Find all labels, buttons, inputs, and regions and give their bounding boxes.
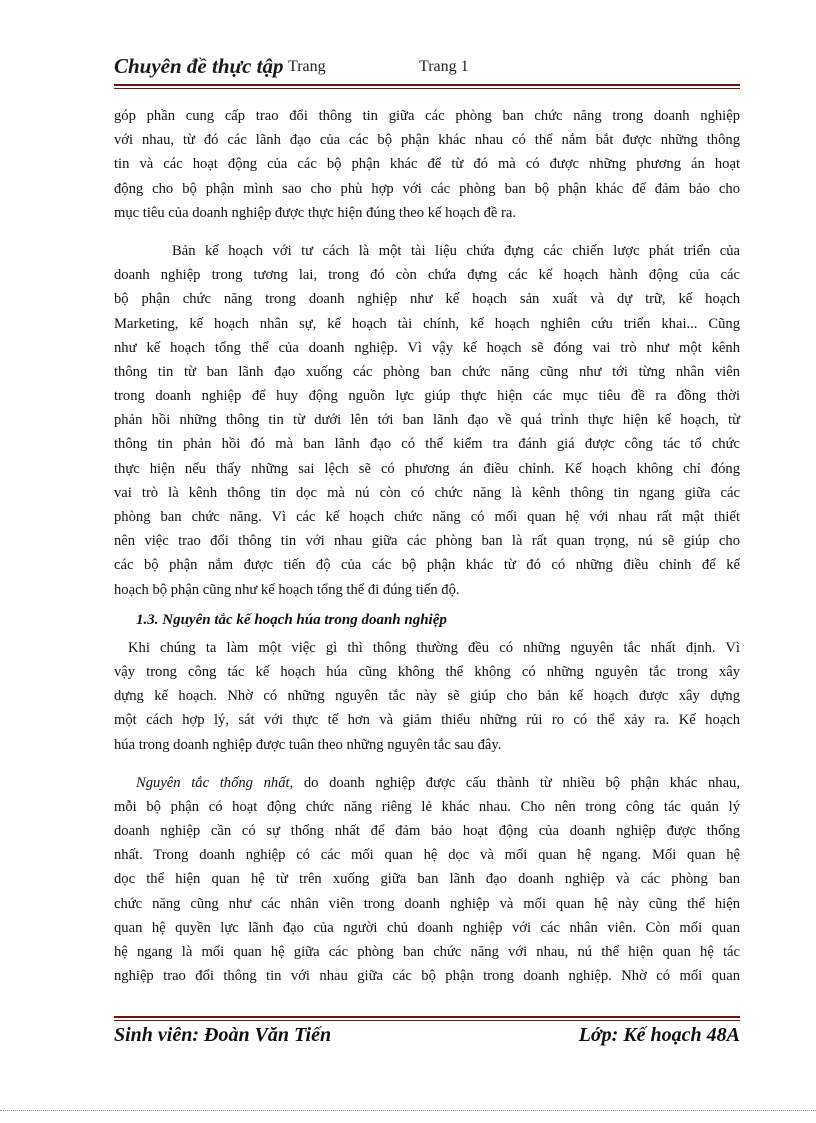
section-heading: 1.3. Nguyên tắc kế hoạch húa trong doanh nghiệp (136, 611, 447, 628)
header-divider (114, 84, 740, 89)
page-boundary (0, 1110, 816, 1111)
page-footer (114, 1024, 740, 1054)
text-line: doanh nghiệp cần có sự thống nhất để đảm bảo hoạt động của doanh nghiệp được thống (114, 823, 740, 840)
paragraph-3 (114, 636, 740, 757)
text-line: thông tin từ ban lãnh đạo xuống các phòng ban chức năng cũng như tới từng nhân viên (114, 363, 740, 380)
text-line: dọc thể hiện quan hệ từ trên xuống giữa ban lãnh đạo doanh nghiệp và các phòng ban (114, 871, 740, 888)
text-line: quan hệ quyền lực lãnh đạo của người chủ doanh nghiệp với các nhân viên. Còn mối quan (114, 919, 740, 936)
text-line: vậy trong công tác kế hoạch húa cũng không thể không có những nguyên tắc trong xây (114, 663, 740, 680)
text-line: các bộ phận nắm được tiến độ của các bộ phận khác từ đó có những điều chỉnh để kế (114, 557, 740, 574)
text-line: góp phần cung cấp trao đổi thông tin giữa các phòng ban chức năng trong doanh nghiệp (114, 108, 740, 124)
text-line: mỗi bộ phận có hoạt động chức năng riêng lẻ khác nhau. Cho nên trong công tác quản lý (114, 798, 740, 815)
text-line: bộ phận chức năng trong doanh nghiệp như kế hoạch sản xuất và dự trữ, kế hoạch (114, 291, 740, 308)
text-line (114, 771, 740, 795)
text-line: thông tin phản hồi đó mà ban lãnh đạo có thể kiểm tra đánh giá được công tác tổ chức (114, 436, 740, 453)
paragraph-2 (114, 239, 740, 602)
text-line: trong doanh nghiệp để huy động nguồn lực giúp thực hiện các mục tiêu đề ra đồng thời (114, 388, 740, 405)
text-line: mục tiêu của doanh nghiệp được thực hiện đúng theo kế hoạch đề ra. (114, 204, 517, 221)
text-line: tin và các hoạt động của các bộ phận khác để từ đó mà có được những phương án hoạt (114, 156, 740, 173)
text-line: như kế hoạch tổng thể của doanh nghiệp. Vì vậy kế hoạch sẽ đóng vai trò như một kênh (114, 339, 740, 356)
text-run: , do doanh nghiệp được cấu thành từ nhiều bộ phận khác nhau, (289, 774, 740, 791)
text-line: với nhau, từ đó các lãnh đạo của các bộ phận khác nhau có thể nắm bắt được những thông (114, 132, 740, 149)
header-title: Chuyên đề thực tập (114, 54, 284, 78)
text-line: phòng ban chức năng. Vì các kế hoạch chức năng có mối quan hệ với nhau rất mật thiết (114, 509, 740, 525)
text-line: động cho bộ phận mình sao cho phù hợp với các phòng ban bộ phận khác để đảm bảo cho (114, 180, 740, 197)
text-line: một cách hợp lý, sát với thực tế hơn và giảm thiểu những rủi ro có thể xảy ra. Kế hoạch (114, 712, 740, 729)
text-line: thực hiện nếu thấy những sai lệch sẽ có phương án điều chỉnh. Kế hoạch không chỉ đóng (114, 460, 740, 477)
text-line: chức năng cũng như các nhân viên trong doanh nghiệp và mối quan hệ này cũng thể hiện (114, 895, 740, 912)
text-line: Bản kế hoạch với tư cách là một tài liệu chứa đựng các chiến lược phát triển của (172, 242, 740, 259)
text-line: vai trò là kênh thông tin dọc mà nú còn có chức năng là kênh thông tin ngang giữa các (114, 484, 740, 501)
page-header (114, 52, 740, 84)
text-line: phản hồi những thông tin từ dưới lên tới ban lãnh đạo về quá trình thực hiện kế hoạch, từ (114, 412, 740, 429)
footer-divider (114, 1016, 740, 1021)
text-line: Marketing, kế hoạch nhân sự, kế hoạch tài chính, kế hoạch nghiên cứu triển khai... Cũng (114, 315, 740, 332)
page-number: Trang 1 (419, 58, 469, 75)
text-line: dựng kế hoạch. Nhờ có những nguyên tắc này sẽ giúp cho bản kế hoạch được xây dựng (114, 688, 740, 705)
text-line: doanh nghiệp trong tương lai, trong đó còn chứa đựng các kế hoạch hành động của các (114, 267, 740, 284)
page-body (114, 104, 740, 988)
paragraph-4 (114, 771, 740, 989)
text-line: hệ ngang là mối quan hệ giữa các phòng ban chức năng với nhau, nú thể hiện quan hệ tác (114, 944, 740, 960)
paragraph-1 (114, 104, 740, 225)
text-line: húa trong doanh nghiệp được tuân theo những nguyên tắc sau đây. (114, 736, 502, 753)
header-subtitle: Trang (288, 58, 326, 75)
principle-term: Nguyên tắc thống nhất (136, 774, 290, 791)
class-name: Lớp: Kế hoạch 48A (578, 1024, 740, 1046)
student-name: Sinh viên: Đoàn Văn Tiến (114, 1024, 332, 1046)
text-line: nhất. Trong doanh nghiệp có các mối quan hệ dọc và mối quan hệ ngang. Mối quan hệ (114, 847, 740, 864)
text-line: hoạch bộ phận cũng như kế hoạch tổng thể đi đúng tiến độ. (114, 581, 460, 598)
text-line: nên việc trao đổi thông tin với nhau giữa các phòng ban là rất quan trọng, nú sẽ giúp cho (114, 533, 740, 550)
text-line: Khi chúng ta làm một việc gì thì thông thường đều có những nguyên tắc nhất định. Vì (128, 639, 740, 656)
text-line: nghiệp trao đổi thông tin với nhau giữa các bộ phận trong doanh nghiệp. Nhờ có mối quan (114, 968, 740, 985)
